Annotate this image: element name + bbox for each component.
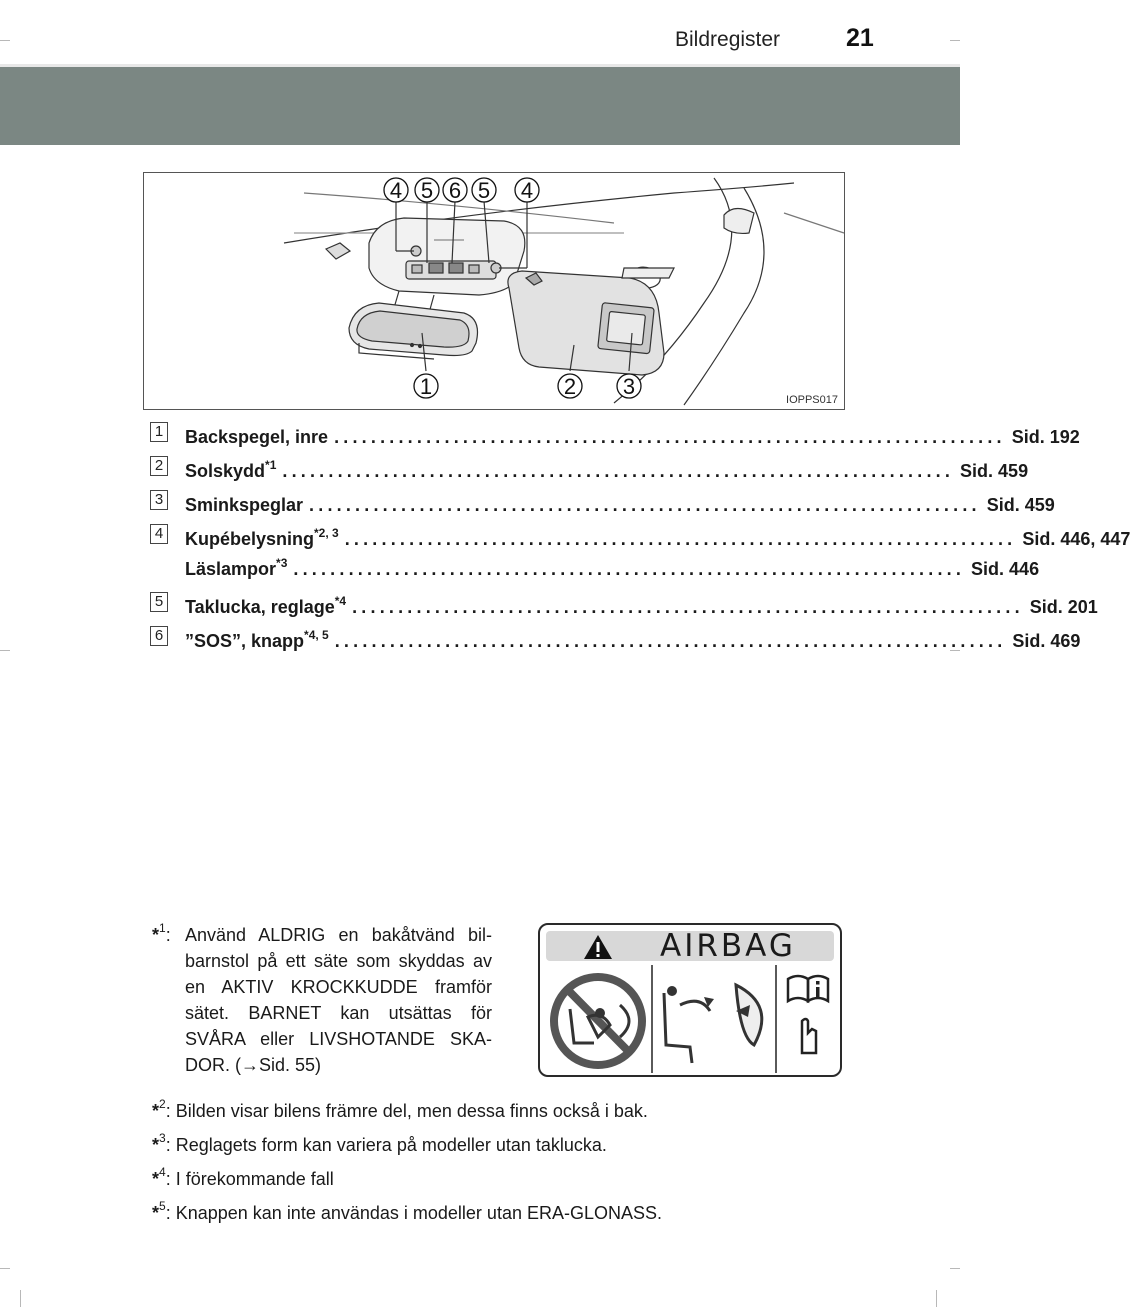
- overhead-console-illustration: [143, 172, 845, 410]
- warning-icon: [584, 935, 612, 959]
- airbag-deploy-icon: [664, 985, 762, 1063]
- item-label: Sminkspeglar: [185, 495, 304, 515]
- footnote-mark: 3: [159, 1131, 166, 1145]
- leader-dots: .........................................................................: [334, 427, 1006, 447]
- footnote-ref: *4: [334, 594, 347, 608]
- callout-1: [414, 374, 438, 399]
- crop-mark: [20, 1290, 21, 1307]
- list-item: [150, 486, 1055, 520]
- footnote-ref: *2, 3: [314, 526, 339, 540]
- page-reference[interactable]: Sid. 201: [1029, 597, 1098, 617]
- svg-text:5: 5: [477, 178, 491, 203]
- item-number: 5: [150, 592, 168, 612]
- footnote-mark: 4: [159, 1165, 166, 1179]
- svg-text:6: 6: [448, 178, 462, 203]
- list-item: [150, 418, 1080, 452]
- callout-5-left: [415, 178, 439, 203]
- leader-dots: .........................................................................: [282, 461, 955, 481]
- footnote-text: I förekommande fall: [175, 1169, 334, 1189]
- page-reference[interactable]: Sid. 446: [971, 559, 1040, 579]
- airbag-title: AIRBAG: [660, 928, 796, 964]
- illustration-code: IOPPS017: [786, 394, 838, 406]
- leader-dots: .........................................................................: [352, 597, 1024, 617]
- crop-mark: [950, 1268, 960, 1269]
- list-item: [150, 452, 1029, 486]
- footnote-4: *$^4$: I förekommande fall: [152, 1165, 334, 1189]
- footnote-mark: 2: [159, 1097, 166, 1111]
- footnote-ref: *3: [276, 556, 288, 570]
- item-label: Läslampor: [185, 559, 277, 579]
- svg-text:2: 2: [563, 374, 577, 399]
- car-ceiling-drawing: [144, 173, 844, 409]
- footnote-mark: 1: [159, 921, 166, 935]
- manual-info-icon: [788, 976, 828, 1053]
- callout-2: [558, 374, 582, 399]
- item-label: Backspegel, inre: [185, 427, 329, 447]
- footnote-text: Bilden visar bilens främre del, men dessa finns också i bak.: [175, 1101, 648, 1121]
- footnote-star: *: [152, 1169, 160, 1189]
- callout-4-left: [384, 178, 408, 203]
- item-number: 6: [150, 626, 168, 646]
- page-reference[interactable]: Sid. 446, 447: [1022, 529, 1130, 549]
- footnote-text: Reglagets form kan variera på modeller utan taklucka.: [175, 1135, 607, 1155]
- footnote-star: *: [152, 1135, 160, 1155]
- item-number: 1: [150, 422, 168, 442]
- section-banner: [0, 67, 960, 145]
- item-label: ”SOS”, knapp: [185, 631, 305, 651]
- svg-text:5: 5: [420, 178, 434, 203]
- footnote-star: *: [152, 925, 160, 945]
- no-rear-facing-child-seat-icon: [554, 977, 642, 1065]
- page-reference[interactable]: Sid. 459: [960, 461, 1029, 481]
- callout-6: [443, 178, 467, 203]
- leader-dots: .........................................................................: [293, 559, 966, 579]
- svg-text:1: 1: [419, 374, 433, 399]
- page-number: 21: [846, 24, 874, 52]
- footnote-ref: *1: [265, 458, 277, 472]
- page-reference[interactable]: Sid. 459: [986, 495, 1055, 515]
- leader-dots: .........................................................................: [334, 631, 1007, 651]
- footnote-text: Använd ALDRIG en bakåtvänd bil-barnstol på ett säte som skyddas av en AKTIV KROCKKUDDE framför sätet. BARNET kan utsättas för SVÅRA eller LIVSHOTANDE SKA-DOR. (→Sid. 55): [185, 925, 492, 1075]
- crop-mark: [936, 1290, 937, 1307]
- item-label: Solskydd: [185, 461, 266, 481]
- header-title: Bildregister: [675, 28, 781, 51]
- footnote-1: *$^1$: Använd ALDRIG en bakåtvänd bil-barnstol på ett säte som skyddas av en AKTIV KROCKKUDDE framför sätet. BARNET kan utsättas för SVÅRA eller LIVSHOTANDE SKA-DOR. (→Sid. 55): [152, 915, 492, 1078]
- callout-3: [617, 374, 641, 399]
- svg-text:3: 3: [622, 374, 636, 399]
- airbag-warning-label: [538, 923, 842, 1077]
- crop-mark: [0, 650, 10, 651]
- item-number: 2: [150, 456, 168, 476]
- page-reference[interactable]: Sid. 469: [1012, 631, 1081, 651]
- footnote-mark: 5: [159, 1199, 166, 1213]
- svg-text:4: 4: [389, 178, 403, 203]
- svg-text:4: 4: [520, 178, 534, 203]
- item-label: Kupébelysning: [185, 529, 315, 549]
- footnote-star: *: [152, 1203, 160, 1223]
- item-number: 3: [150, 490, 168, 510]
- callout-4-right: [515, 178, 539, 203]
- footnote-text: Knappen kan inte användas i modeller utan ERA-GLONASS.: [175, 1203, 662, 1223]
- page-reference[interactable]: Sid. 192: [1011, 427, 1080, 447]
- leader-dots: .........................................................................: [344, 529, 1017, 549]
- component-list: [150, 418, 1130, 656]
- list-item: [150, 588, 1098, 622]
- list-item: [150, 622, 1081, 656]
- callout-5-right: [472, 178, 496, 203]
- footnote-3: *$^3$: Reglagets form kan variera på modeller utan taklucka.: [152, 1131, 607, 1155]
- item-number: 4: [150, 524, 168, 544]
- footnote-2: *$^2$: Bilden visar bilens främre del, men dessa finns också i bak.: [152, 1097, 648, 1121]
- footnote-ref: *4, 5: [304, 628, 329, 642]
- footnote-star: *: [152, 1101, 160, 1121]
- crop-mark: [0, 40, 10, 41]
- list-item: [150, 520, 1130, 588]
- crop-mark: [950, 40, 960, 41]
- crop-mark: [0, 1268, 10, 1269]
- footnote-5: *$^5$: Knappen kan inte användas i modeller utan ERA-GLONASS.: [152, 1199, 662, 1223]
- item-label: Taklucka, reglage: [185, 597, 335, 617]
- leader-dots: .........................................................................: [309, 495, 981, 515]
